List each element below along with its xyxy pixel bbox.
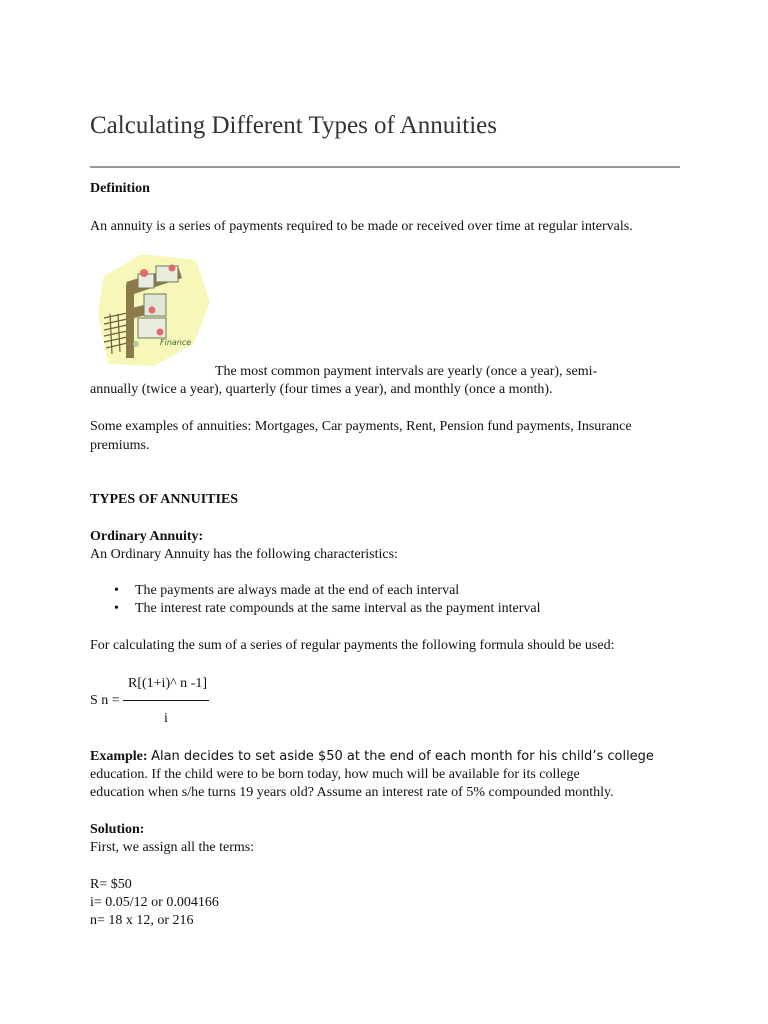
term-i: i= 0.05/12 or 0.004166 [90,895,219,910]
examples-line-2: premiums. [90,438,150,453]
solution-intro: First, we assign all the terms: [90,840,255,855]
definition-text: An annuity is a series of payments required to be made or received over time at regular intervals. [90,219,633,234]
formula-intro: For calculating the sum of a series of regular payments the following formula should be used: [90,638,615,653]
example-line-3: education when s/he turns 19 years old? Assume an interest rate of 5% compounded monthly. [90,785,614,800]
definition-heading: Definition [90,181,150,196]
finance-clipart-icon [98,254,218,372]
page-title: Calculating Different Types of Annuities [90,112,497,139]
formula-lhs: S n = [90,693,120,708]
solution-heading: Solution: [90,822,145,837]
example-line-1 [90,747,654,766]
formula-denominator: i [164,711,168,726]
examples-line-1: Some examples of annuities: Mortgages, Car payments, Rent, Pension fund payments, Insurance [90,419,632,434]
example-line-2: education. If the child were to be born today, how much will be available for its college [90,767,580,782]
intervals-line-1: The most common payment intervals are yearly (once a year), semi- [215,364,598,379]
formula-fraction-bar [123,700,209,701]
types-heading: TYPES OF ANNUITIES [90,492,239,507]
svg-text:Finance: Finance [160,338,192,347]
ordinary-intro: An Ordinary Annuity has the following characteristics: [90,547,398,562]
title-divider [90,166,680,168]
example-text: Alan decides to set aside $50 at the end of each month for his child’s college [151,749,654,764]
term-n: n= 18 x 12, or 216 [90,913,194,928]
formula-numerator: R[(1+i)^ n -1] [128,676,208,691]
list-item: • The interest rate compounds at the same interval as the payment interval [90,600,540,618]
list-item: • The payments are always made at the end of each interval [90,582,540,600]
ordinary-heading: Ordinary Annuity: [90,529,204,544]
intervals-line-2: annually (twice a year), quarterly (four times a year), and monthly (once a month). [90,382,553,397]
term-r: R= $50 [90,877,132,892]
characteristics-list [90,582,540,618]
example-label: Example: [90,749,148,764]
